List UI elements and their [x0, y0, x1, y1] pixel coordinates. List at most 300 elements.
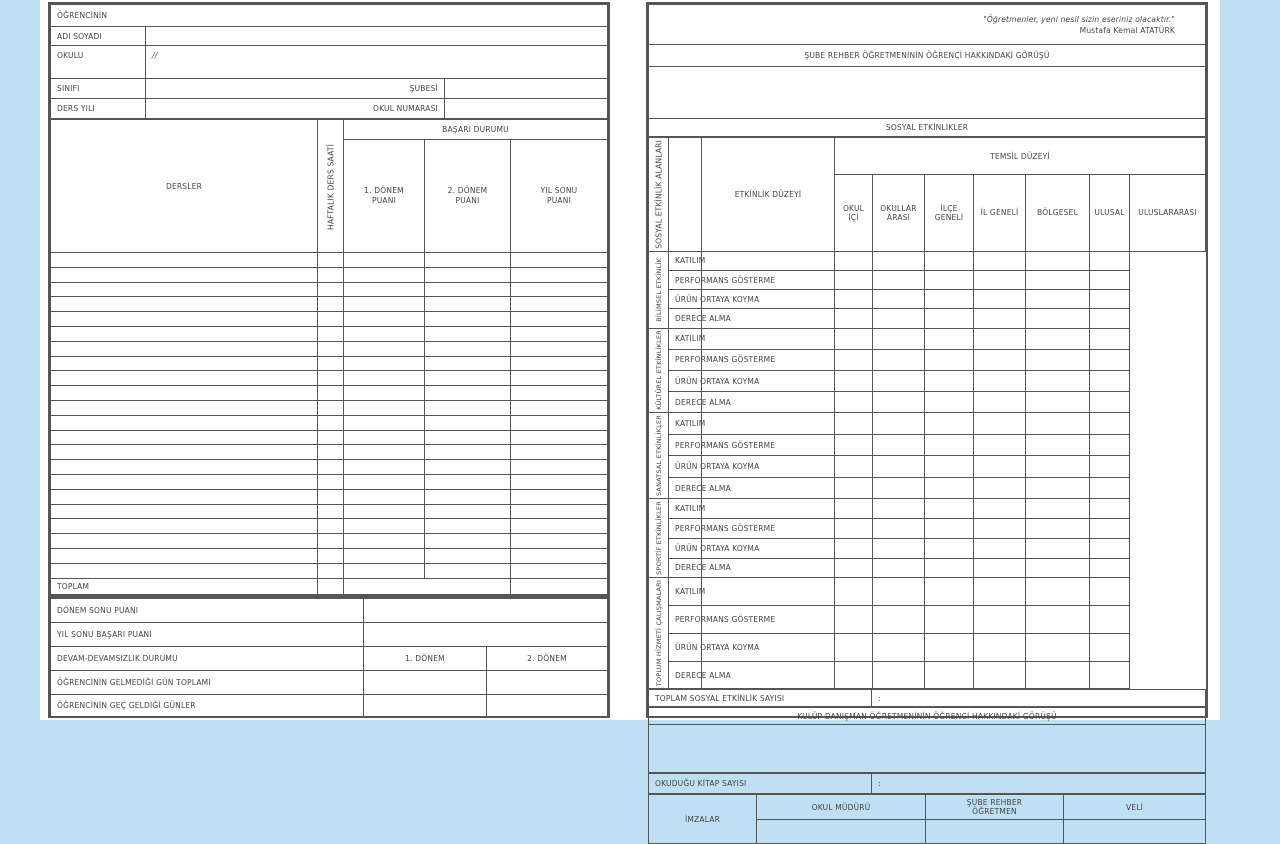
- grade-cell-subject[interactable]: [51, 371, 318, 386]
- activity-level-cell[interactable]: [974, 499, 1026, 519]
- grade-cell-subject[interactable]: [51, 548, 318, 563]
- activity-level-cell[interactable]: [925, 661, 974, 689]
- club-opinion-title: KULÜP DANIŞMAN ÖĞRETMENİNİN ÖĞRENCİ HAKKINDAKİ GÖRÜŞÜ: [649, 708, 1206, 725]
- grade-cell-hours[interactable]: [318, 489, 344, 504]
- grade-cell-term1[interactable]: [344, 534, 425, 549]
- activity-level-cell[interactable]: [974, 606, 1026, 634]
- activity-level-cell[interactable]: [974, 349, 1026, 370]
- grade-cell-year-end[interactable]: [511, 534, 608, 549]
- grade-cell-subject[interactable]: [51, 563, 318, 578]
- books-separator: :: [878, 779, 881, 789]
- activity-level-cell[interactable]: [974, 290, 1026, 309]
- activity-group-label: SPORTİF ETKİNLİKLER: [649, 499, 669, 578]
- activity-level-cell[interactable]: [873, 456, 925, 478]
- activity-level-cell[interactable]: [1026, 633, 1090, 661]
- activity-label: ÜRÜN ORTAYA KOYMA: [669, 633, 702, 661]
- grade-cell-hours[interactable]: [318, 504, 344, 519]
- activity-level-cell[interactable]: [974, 477, 1026, 499]
- activity-level-cell[interactable]: [702, 251, 835, 270]
- grade-row: [51, 312, 608, 327]
- activity-label: DERECE ALMA: [669, 661, 702, 689]
- grade-cell-term2[interactable]: [425, 341, 511, 356]
- activity-level-cell[interactable]: [835, 434, 873, 456]
- grade-cell-year-end[interactable]: [511, 356, 608, 371]
- activity-level-cell[interactable]: [873, 370, 925, 391]
- name-field[interactable]: [146, 27, 608, 46]
- activity-level-cell[interactable]: [1026, 290, 1090, 309]
- grade-cell-subject[interactable]: [51, 415, 318, 430]
- activity-level-cell[interactable]: [1090, 328, 1130, 349]
- grade-cell-year-end[interactable]: [511, 267, 608, 282]
- activity-level-cell[interactable]: [925, 290, 974, 309]
- school-number-field[interactable]: [444, 99, 607, 119]
- homeroom-teacher-signature-field[interactable]: [926, 820, 1064, 844]
- term1-header: 1. DÖNEM PUANI: [344, 140, 425, 253]
- activity-level-cell[interactable]: [925, 251, 974, 270]
- grade-cell-term2[interactable]: [425, 253, 511, 268]
- activity-label: KATILIM: [669, 413, 702, 435]
- activity-level-cell[interactable]: [925, 538, 974, 558]
- activity-level-cell[interactable]: [1090, 477, 1130, 499]
- grade-cell-year-end[interactable]: [511, 341, 608, 356]
- grade-cell-hours[interactable]: [318, 534, 344, 549]
- activity-level-cell[interactable]: [1090, 578, 1130, 606]
- grade-cell-subject[interactable]: [51, 253, 318, 268]
- grade-cell-hours[interactable]: [318, 267, 344, 282]
- activity-level-cell[interactable]: [873, 499, 925, 519]
- grade-cell-term1[interactable]: [344, 548, 425, 563]
- term-end-score-field[interactable]: [364, 599, 608, 623]
- activity-level-cell[interactable]: [702, 328, 835, 349]
- grade-cell-term2[interactable]: [425, 312, 511, 327]
- total-year-end[interactable]: [511, 578, 608, 595]
- grade-cell-subject[interactable]: [51, 445, 318, 460]
- activity-level-cell[interactable]: [873, 309, 925, 328]
- late-days-term2[interactable]: [487, 695, 608, 717]
- grade-cell-term1[interactable]: [344, 504, 425, 519]
- activity-level-cell[interactable]: [873, 251, 925, 270]
- activity-row: [649, 251, 1206, 270]
- level-header: OKULLAR ARASI: [873, 175, 925, 252]
- grade-cell-subject[interactable]: [51, 489, 318, 504]
- activity-level-cell[interactable]: [835, 370, 873, 391]
- activity-level-cell[interactable]: [873, 328, 925, 349]
- grade-cell-term1[interactable]: [344, 415, 425, 430]
- activity-row: [649, 456, 1206, 478]
- grade-cell-year-end[interactable]: [511, 430, 608, 445]
- activity-level-cell[interactable]: [835, 519, 873, 539]
- activity-row: [649, 558, 1206, 578]
- activity-level-cell[interactable]: [974, 578, 1026, 606]
- club-opinion-field[interactable]: [649, 725, 1206, 773]
- activity-level-cell[interactable]: [974, 456, 1026, 478]
- activity-level-cell[interactable]: [925, 499, 974, 519]
- activity-level-cell[interactable]: [1090, 633, 1130, 661]
- activity-level-cell[interactable]: [925, 413, 974, 435]
- activity-level-cell[interactable]: [925, 456, 974, 478]
- grade-cell-subject[interactable]: [51, 534, 318, 549]
- grade-cell-year-end[interactable]: [511, 253, 608, 268]
- activity-level-cell[interactable]: [1090, 434, 1130, 456]
- grade-cell-hours[interactable]: [318, 326, 344, 341]
- activity-level-cell[interactable]: [835, 290, 873, 309]
- activity-level-cell[interactable]: [1090, 538, 1130, 558]
- grade-cell-term2[interactable]: [425, 430, 511, 445]
- activity-label: PERFORMANS GÖSTERME: [669, 434, 702, 456]
- activity-level-cell[interactable]: [1090, 606, 1130, 634]
- grade-cell-term2[interactable]: [425, 489, 511, 504]
- grade-cell-subject[interactable]: [51, 312, 318, 327]
- grade-row: [51, 326, 608, 341]
- total-social-value[interactable]: [872, 690, 1206, 707]
- activity-level-cell[interactable]: [925, 392, 974, 413]
- grade-row: [51, 371, 608, 386]
- activity-level-cell[interactable]: [1026, 558, 1090, 578]
- grade-row: [51, 297, 608, 312]
- subjects-header: DERSLER: [51, 120, 318, 253]
- activity-level-cell[interactable]: [835, 251, 873, 270]
- activity-level-cell[interactable]: [974, 661, 1026, 689]
- activity-level-cell[interactable]: [1026, 538, 1090, 558]
- principal-signature-field[interactable]: [757, 820, 926, 844]
- term2-header: 2. DÖNEM PUANI: [425, 140, 511, 253]
- grade-cell-term2[interactable]: [425, 474, 511, 489]
- books-value[interactable]: [872, 774, 1206, 794]
- grade-cell-term1[interactable]: [344, 341, 425, 356]
- activity-level-cell[interactable]: [1090, 558, 1130, 578]
- grade-cell-year-end[interactable]: [511, 563, 608, 578]
- grades-table: [50, 119, 608, 596]
- grade-cell-term2[interactable]: [425, 326, 511, 341]
- grade-cell-hours[interactable]: [318, 415, 344, 430]
- activity-level-cell[interactable]: [702, 578, 835, 606]
- activity-level-cell[interactable]: [1090, 392, 1130, 413]
- activity-label: KATILIM: [669, 328, 702, 349]
- grade-row: [51, 267, 608, 282]
- level-header: OKUL İÇİ: [835, 175, 873, 252]
- grade-cell-hours[interactable]: [318, 563, 344, 578]
- grade-cell-hours[interactable]: [318, 282, 344, 297]
- activity-level-cell[interactable]: [974, 519, 1026, 539]
- grade-cell-subject[interactable]: [51, 326, 318, 341]
- attendance-term2: 2. DÖNEM: [487, 647, 608, 671]
- activity-group-label: BİLİMSEL ETKİNLİK: [649, 251, 669, 328]
- total-social-separator: :: [878, 693, 881, 703]
- activity-level-cell[interactable]: [1090, 309, 1130, 328]
- grade-cell-subject[interactable]: [51, 267, 318, 282]
- grade-cell-term2[interactable]: [425, 548, 511, 563]
- activity-level-cell[interactable]: [1026, 434, 1090, 456]
- activity-level-cell[interactable]: [873, 270, 925, 289]
- weekly-hours-header: HAFTALIK DERS SAATİ: [318, 120, 344, 253]
- quote-author: Mustafa Kemal ATATÜRK: [1079, 25, 1175, 35]
- activity-level-cell[interactable]: [1090, 456, 1130, 478]
- year-end-success-field[interactable]: [364, 623, 608, 647]
- activity-level-cell[interactable]: [835, 413, 873, 435]
- activity-level-cell[interactable]: [873, 349, 925, 370]
- activity-level-cell[interactable]: [925, 477, 974, 499]
- social-activities-table: [648, 137, 1206, 689]
- activity-level-cell[interactable]: [873, 661, 925, 689]
- grade-cell-subject[interactable]: [51, 519, 318, 534]
- grade-cell-term1[interactable]: [344, 445, 425, 460]
- activity-label: KATILIM: [669, 499, 702, 519]
- grade-cell-year-end[interactable]: [511, 460, 608, 475]
- activity-level-cell[interactable]: [925, 270, 974, 289]
- activity-level-cell[interactable]: [974, 309, 1026, 328]
- signer-principal: OKUL MÜDÜRÜ: [757, 795, 926, 820]
- activity-level-cell[interactable]: [873, 606, 925, 634]
- activity-level-cell[interactable]: [1026, 499, 1090, 519]
- grade-cell-subject[interactable]: [51, 460, 318, 475]
- grade-cell-subject[interactable]: [51, 356, 318, 371]
- homeroom-opinion-title: ŞUBE REHBER ÖĞRETMENİNİN ÖĞRENCİ HAKKINDAKİ GÖRÜŞÜ: [649, 45, 1206, 67]
- grade-cell-term1[interactable]: [344, 519, 425, 534]
- grade-cell-term2[interactable]: [425, 563, 511, 578]
- grade-cell-hours[interactable]: [318, 356, 344, 371]
- grade-cell-term1[interactable]: [344, 356, 425, 371]
- total-terms[interactable]: [344, 578, 511, 595]
- activity-level-cell[interactable]: [1026, 477, 1090, 499]
- activity-level-cell[interactable]: [835, 578, 873, 606]
- activity-level-cell[interactable]: [974, 270, 1026, 289]
- activity-level-cell[interactable]: [873, 538, 925, 558]
- activity-level-cell[interactable]: [1090, 499, 1130, 519]
- grade-cell-subject[interactable]: [51, 341, 318, 356]
- social-activities-form: [646, 2, 1208, 824]
- grade-cell-hours[interactable]: [318, 371, 344, 386]
- activity-level-cell[interactable]: [873, 434, 925, 456]
- grade-cell-year-end[interactable]: [511, 312, 608, 327]
- grade-cell-year-end[interactable]: [511, 326, 608, 341]
- activity-level-cell[interactable]: [1090, 270, 1130, 289]
- grade-cell-term2[interactable]: [425, 445, 511, 460]
- activity-level-cell[interactable]: [835, 633, 873, 661]
- absent-days-term1[interactable]: [364, 671, 487, 695]
- activity-level-cell[interactable]: [1026, 251, 1090, 270]
- activity-level-cell[interactable]: [974, 392, 1026, 413]
- activity-level-cell[interactable]: [873, 290, 925, 309]
- activity-level-cell[interactable]: [925, 558, 974, 578]
- activity-level-cell[interactable]: [974, 538, 1026, 558]
- grade-cell-term2[interactable]: [425, 386, 511, 401]
- activity-level-cell[interactable]: [1090, 413, 1130, 435]
- grade-row: [51, 253, 608, 268]
- grade-cell-term1[interactable]: [344, 312, 425, 327]
- grade-cell-term1[interactable]: [344, 400, 425, 415]
- activity-level-cell[interactable]: [873, 477, 925, 499]
- activity-level-cell[interactable]: [835, 661, 873, 689]
- parent-signature-field[interactable]: [1064, 820, 1206, 844]
- grade-cell-year-end[interactable]: [511, 297, 608, 312]
- activity-level-cell[interactable]: [925, 606, 974, 634]
- activity-level-cell[interactable]: [835, 270, 873, 289]
- grade-cell-subject[interactable]: [51, 474, 318, 489]
- grade-cell-term2[interactable]: [425, 371, 511, 386]
- grade-cell-term2[interactable]: [425, 400, 511, 415]
- total-row: [51, 578, 608, 595]
- activity-level-cell[interactable]: [1026, 578, 1090, 606]
- grade-cell-hours[interactable]: [318, 460, 344, 475]
- grade-cell-subject[interactable]: [51, 386, 318, 401]
- grade-cell-hours[interactable]: [318, 297, 344, 312]
- absent-days-term2[interactable]: [487, 671, 608, 695]
- grade-cell-term1[interactable]: [344, 460, 425, 475]
- activity-level-cell[interactable]: [835, 392, 873, 413]
- grade-cell-hours[interactable]: [318, 445, 344, 460]
- grade-cell-term2[interactable]: [425, 297, 511, 312]
- activity-level-cell[interactable]: [1026, 456, 1090, 478]
- school-field[interactable]: //: [146, 46, 608, 79]
- activity-row: [649, 538, 1206, 558]
- activity-level-cell[interactable]: [1090, 251, 1130, 270]
- activity-level-cell[interactable]: [873, 413, 925, 435]
- grade-cell-hours[interactable]: [318, 474, 344, 489]
- activity-level-cell[interactable]: [1090, 661, 1130, 689]
- activity-level-cell[interactable]: [835, 606, 873, 634]
- activity-level-cell[interactable]: [974, 413, 1026, 435]
- activity-level-cell[interactable]: [873, 578, 925, 606]
- grade-cell-year-end[interactable]: [511, 400, 608, 415]
- grade-cell-term1[interactable]: [344, 253, 425, 268]
- activity-level-cell[interactable]: [925, 519, 974, 539]
- grade-cell-term2[interactable]: [425, 415, 511, 430]
- grade-cell-subject[interactable]: [51, 297, 318, 312]
- grade-cell-year-end[interactable]: [511, 386, 608, 401]
- grade-cell-term1[interactable]: [344, 282, 425, 297]
- activity-level-cell[interactable]: [925, 349, 974, 370]
- grade-cell-hours[interactable]: [318, 519, 344, 534]
- grade-cell-year-end[interactable]: [511, 548, 608, 563]
- grade-cell-term1[interactable]: [344, 326, 425, 341]
- grade-cell-year-end[interactable]: [511, 282, 608, 297]
- activity-level-cell[interactable]: [873, 392, 925, 413]
- activity-level-cell[interactable]: [925, 328, 974, 349]
- grade-cell-term2[interactable]: [425, 356, 511, 371]
- grade-cell-hours[interactable]: [318, 312, 344, 327]
- grade-cell-term1[interactable]: [344, 386, 425, 401]
- grade-cell-term1[interactable]: [344, 489, 425, 504]
- grade-cell-term1[interactable]: [344, 563, 425, 578]
- grade-cell-year-end[interactable]: [511, 474, 608, 489]
- activity-level-cell[interactable]: [835, 309, 873, 328]
- grade-cell-hours[interactable]: [318, 400, 344, 415]
- activity-level-cell[interactable]: [1090, 519, 1130, 539]
- activity-level-cell[interactable]: [873, 633, 925, 661]
- activity-level-cell[interactable]: [1090, 290, 1130, 309]
- activity-level-cell[interactable]: [702, 413, 835, 435]
- activity-level-cell[interactable]: [1026, 270, 1090, 289]
- activity-level-cell[interactable]: [1090, 349, 1130, 370]
- activity-level-cell[interactable]: [1026, 661, 1090, 689]
- class-label: SINIFI: [51, 79, 146, 99]
- grade-cell-hours[interactable]: [318, 548, 344, 563]
- activity-level-cell[interactable]: [835, 328, 873, 349]
- activity-level-cell[interactable]: [1026, 309, 1090, 328]
- grade-cell-hours[interactable]: [318, 386, 344, 401]
- grade-cell-subject[interactable]: [51, 400, 318, 415]
- grade-cell-subject[interactable]: [51, 430, 318, 445]
- activity-level-cell[interactable]: [835, 456, 873, 478]
- grade-cell-year-end[interactable]: [511, 519, 608, 534]
- grade-cell-subject[interactable]: [51, 504, 318, 519]
- grade-cell-subject[interactable]: [51, 282, 318, 297]
- grade-cell-term2[interactable]: [425, 460, 511, 475]
- activity-level-cell[interactable]: [925, 370, 974, 391]
- grade-cell-hours[interactable]: [318, 253, 344, 268]
- grade-cell-term2[interactable]: [425, 282, 511, 297]
- grade-cell-term2[interactable]: [425, 267, 511, 282]
- activity-level-cell[interactable]: [702, 499, 835, 519]
- grade-cell-year-end[interactable]: [511, 489, 608, 504]
- grade-cell-hours[interactable]: [318, 341, 344, 356]
- branch-field[interactable]: [444, 79, 607, 99]
- grade-cell-year-end[interactable]: [511, 415, 608, 430]
- activity-level-cell[interactable]: [1026, 328, 1090, 349]
- grade-cell-term2[interactable]: [425, 534, 511, 549]
- activity-level-cell[interactable]: [1026, 413, 1090, 435]
- activity-label: DERECE ALMA: [669, 309, 702, 328]
- activity-level-cell[interactable]: [873, 519, 925, 539]
- activity-level-cell[interactable]: [925, 633, 974, 661]
- grade-cell-term1[interactable]: [344, 371, 425, 386]
- activity-level-cell[interactable]: [1026, 349, 1090, 370]
- activity-label: PERFORMANS GÖSTERME: [669, 270, 702, 289]
- activity-level-cell[interactable]: [1090, 370, 1130, 391]
- grade-cell-term1[interactable]: [344, 474, 425, 489]
- school-label: OKULU: [51, 46, 146, 79]
- activity-level-cell[interactable]: [974, 251, 1026, 270]
- grade-row: [51, 474, 608, 489]
- activity-label: ÜRÜN ORTAYA KOYMA: [669, 370, 702, 391]
- total-hours[interactable]: [318, 578, 344, 595]
- activity-level-cell[interactable]: [1026, 519, 1090, 539]
- grade-cell-term2[interactable]: [425, 519, 511, 534]
- activity-level-cell[interactable]: [835, 477, 873, 499]
- activity-label: DERECE ALMA: [669, 558, 702, 578]
- activity-level-cell[interactable]: [974, 558, 1026, 578]
- grade-cell-term2[interactable]: [425, 504, 511, 519]
- grade-cell-term1[interactable]: [344, 297, 425, 312]
- activity-level-cell[interactable]: [974, 633, 1026, 661]
- activity-level-cell[interactable]: [835, 349, 873, 370]
- activity-level-cell[interactable]: [835, 558, 873, 578]
- activity-level-cell[interactable]: [835, 499, 873, 519]
- activity-level-cell[interactable]: [974, 328, 1026, 349]
- grade-cell-year-end[interactable]: [511, 371, 608, 386]
- activity-level-cell[interactable]: [974, 370, 1026, 391]
- grade-cell-term1[interactable]: [344, 430, 425, 445]
- level-header: ULUSAL: [1090, 175, 1130, 252]
- activity-level-cell[interactable]: [1026, 370, 1090, 391]
- activity-level-cell[interactable]: [925, 309, 974, 328]
- grade-cell-term1[interactable]: [344, 267, 425, 282]
- homeroom-opinion-field[interactable]: [649, 67, 1206, 119]
- activity-level-cell[interactable]: [925, 434, 974, 456]
- activity-level-cell[interactable]: [835, 538, 873, 558]
- activity-level-cell[interactable]: [1026, 392, 1090, 413]
- activity-level-cell[interactable]: [974, 434, 1026, 456]
- activity-level-cell[interactable]: [925, 578, 974, 606]
- grade-cell-hours[interactable]: [318, 430, 344, 445]
- late-days-term1[interactable]: [364, 695, 487, 717]
- activity-level-cell[interactable]: [873, 558, 925, 578]
- grade-cell-year-end[interactable]: [511, 504, 608, 519]
- books-label: OKUDUĞU KİTAP SAYISI: [649, 774, 872, 794]
- representation-header: TEMSİL DÜZEYİ: [835, 138, 1206, 175]
- activity-level-cell[interactable]: [1026, 606, 1090, 634]
- grade-cell-year-end[interactable]: [511, 445, 608, 460]
